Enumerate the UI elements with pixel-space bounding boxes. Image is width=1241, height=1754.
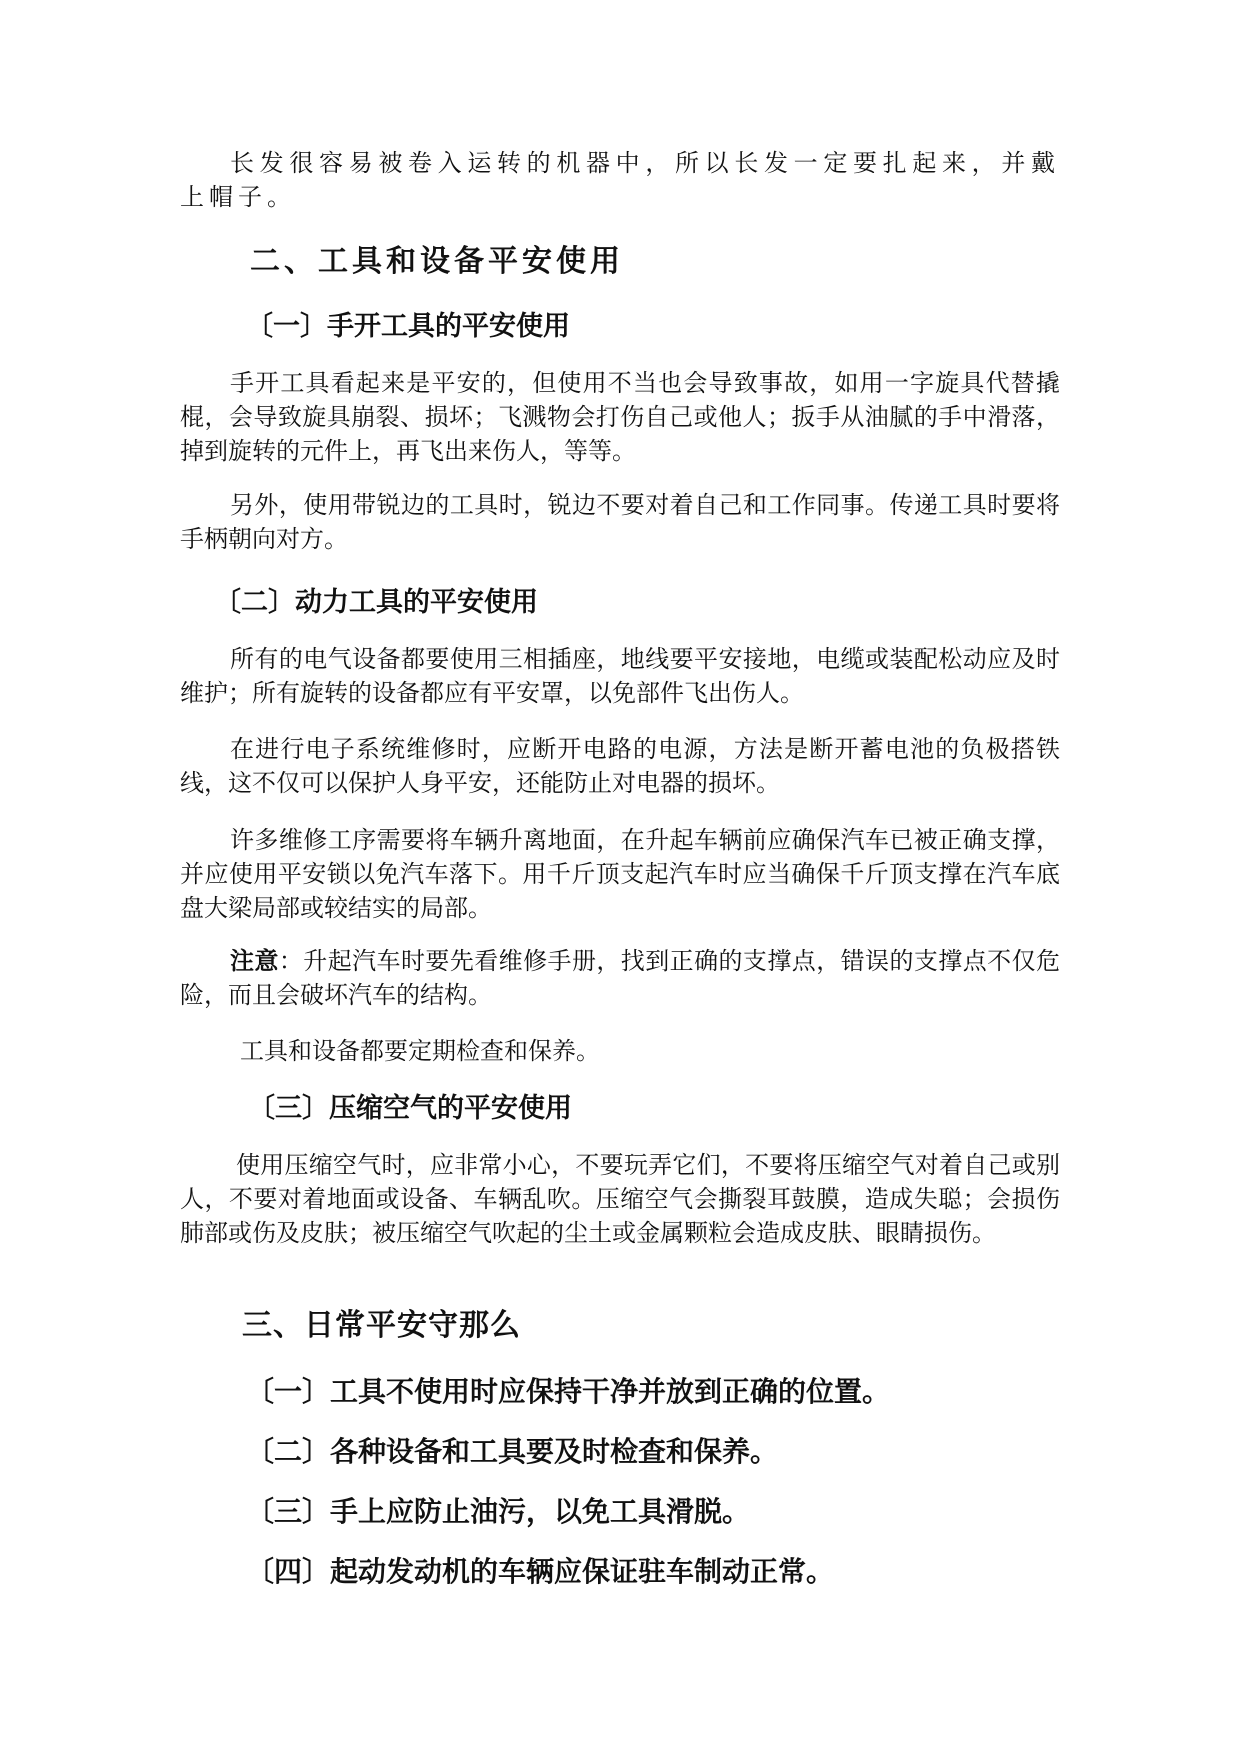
rule-item-2: 〔二〕各种设备和工具要及时检查和保养。 bbox=[246, 1435, 779, 1468]
subsection-2-1-heading: 〔一〕手开工具的平安使用 bbox=[246, 311, 570, 342]
subsection-2-2-heading: 〔二〕动力工具的平安使用 bbox=[214, 587, 538, 618]
subsection-2-3-paragraph-1: 使用压缩空气时，应非常小心，不要玩弄它们，不要将压缩空气对着自己或别人，不要对着地面或设备、车辆乱吹。压缩空气会撕裂耳鼓膜，造成失聪；会损伤肺部或伤及皮肤；被压缩空气吹起的尘土或金属颗粒会造成皮肤、眼睛损伤。 bbox=[180, 1151, 1060, 1247]
subsection-2-2-paragraph-4: 工具和设备都要定期检查和保养。 bbox=[240, 1037, 600, 1065]
note-label: 注意 bbox=[230, 947, 279, 975]
subsection-2-2-paragraph-1: 所有的电气设备都要使用三相插座，地线要平安接地，电缆或装配松动应及时维护；所有旋转的设备都应有平安罩，以免部件飞出伤人。 bbox=[180, 645, 1060, 707]
subsection-2-2-paragraph-2: 在进行电子系统维修时，应断开电路的电源，方法是断开蓄电池的负极搭铁线，这不仅可以保护人身平安，还能防止对电器的损坏。 bbox=[180, 735, 1060, 797]
intro-paragraph: 长发很容易被卷入运转的机器中，所以长发一定要扎起来，并戴上帽子。 bbox=[180, 149, 1060, 211]
section-3-title: 三、日常平安守那么 bbox=[242, 1308, 521, 1343]
subsection-2-1-paragraph-2: 另外，使用带锐边的工具时，锐边不要对着自己和工作同事。传递工具时要将手柄朝向对方。 bbox=[180, 491, 1060, 553]
rule-item-4: 〔四〕起动发动机的车辆应保证驻车制动正常。 bbox=[246, 1555, 835, 1588]
subsection-2-1-paragraph-1: 手开工具看起来是平安的，但使用不当也会导致事故，如用一字旋具代替撬棍，会导致旋具崩裂、损坏；飞溅物会打伤自己或他人；扳手从油腻的手中滑落，掉到旋转的元件上，再飞出来伤人，等等。 bbox=[180, 369, 1060, 465]
rule-item-3: 〔三〕手上应防止油污，以免工具滑脱。 bbox=[246, 1495, 751, 1528]
subsection-2-2-note bbox=[180, 944, 1060, 1012]
rule-item-1: 〔一〕工具不使用时应保持干净并放到正确的位置。 bbox=[246, 1375, 891, 1408]
note-text: ：升起汽车时要先看维修手册，找到正确的支撑点，错误的支撑点不仅危险，而且会破坏汽车的结构。 bbox=[180, 947, 1061, 1009]
subsection-2-3-heading: 〔三〕压缩空气的平安使用 bbox=[248, 1093, 572, 1124]
section-2-title: 二、工具和设备平安使用 bbox=[250, 244, 624, 279]
subsection-2-2-paragraph-3: 许多维修工序需要将车辆升离地面，在升起车辆前应确保汽车已被正确支撑，并应使用平安锁以免汽车落下。用千斤顶支起汽车时应当确保千斤顶支撑在汽车底盘大梁局部或较结实的局部。 bbox=[180, 826, 1060, 922]
